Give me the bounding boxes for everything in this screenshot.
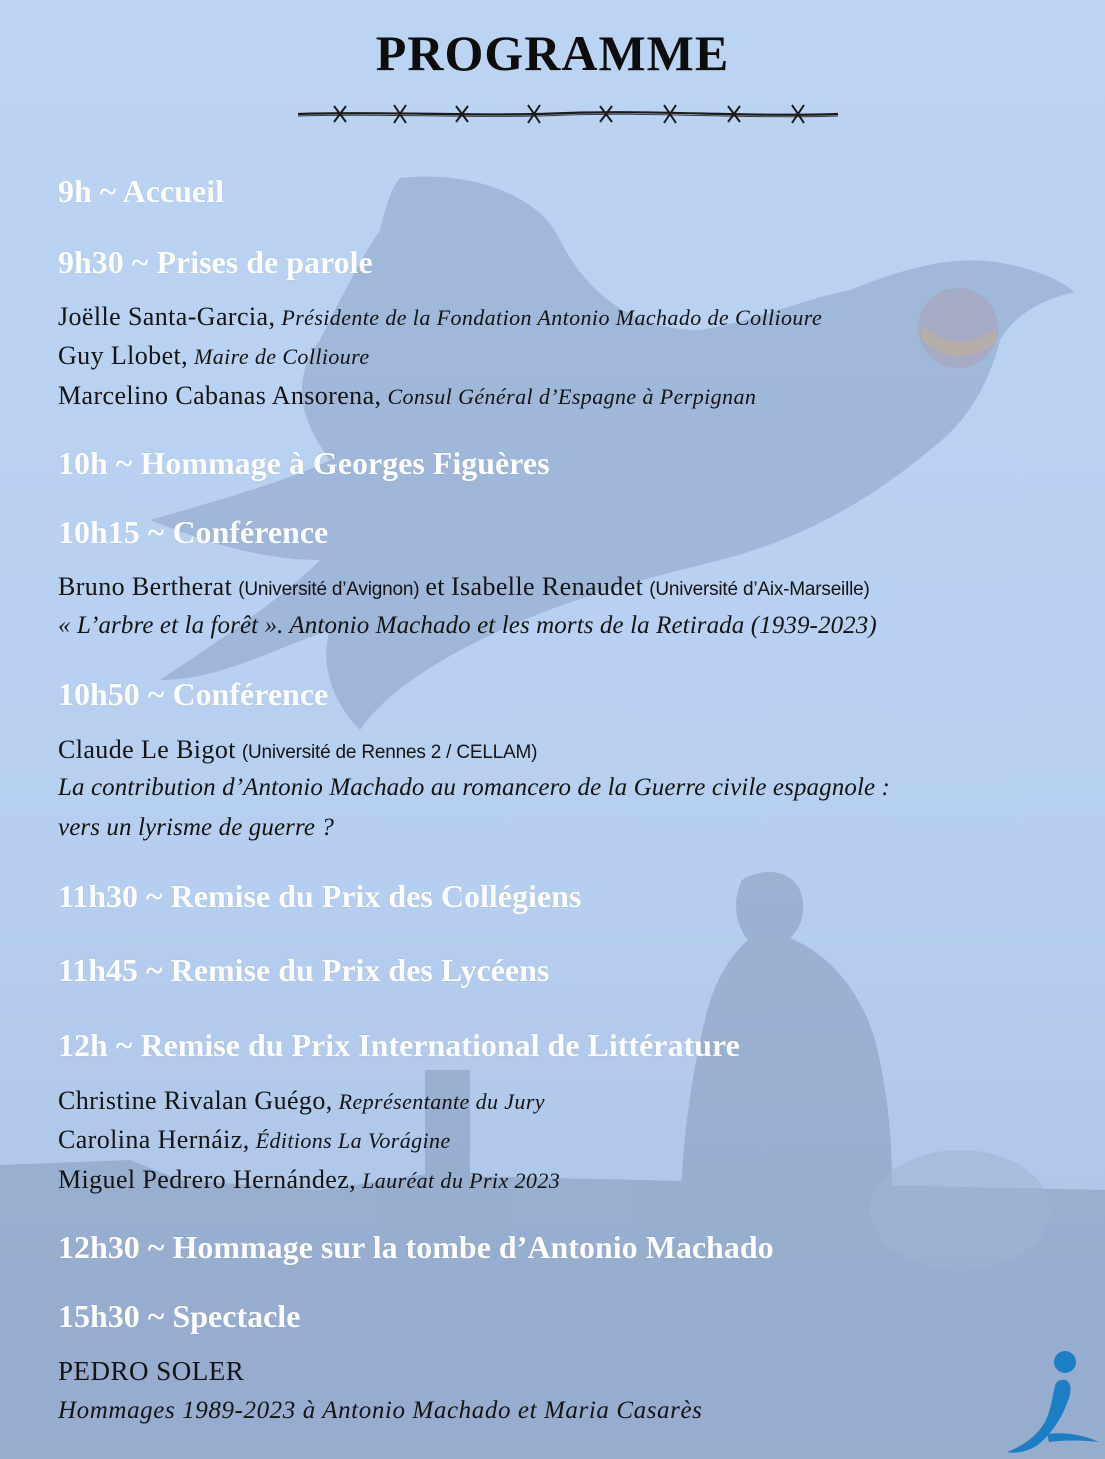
speaker-role: Éditions La Vorágine [255,1128,451,1153]
schedule-heading-spectacle: 15h30 ~ Spectacle [58,1298,301,1334]
speaker-role: Présidente de la Fondation Antonio Machado de Collioure [281,305,823,330]
speaker-line [58,381,756,411]
speaker-name: Carolina Hernáiz, [58,1125,250,1154]
speaker-name: Joëlle Santa-Garcia, [58,302,276,331]
schedule-heading-prises-de-parole: 9h30 ~ Prises de parole [58,244,373,280]
speaker-line [58,302,822,332]
speaker-role: Représentante du Jury [338,1089,545,1114]
schedule-heading-accueil: 9h ~ Accueil [58,173,224,209]
presenter-name: Bruno Bertherat [58,572,233,601]
schedule-heading-hommage-figueres: 10h ~ Hommage à Georges Figuères [58,445,550,481]
talk-title: « L’arbre et la forêt ». Antonio Machado et les morts de la Retirada (1939-2023) [58,612,877,639]
speaker-name: Christine Rivalan Guégo, [58,1086,333,1115]
speaker-role: Consul Général d’Espagne à Perpignan [387,384,757,409]
schedule-heading-prix-collegiens: 11h30 ~ Remise du Prix des Collégiens [58,878,582,914]
speaker-line [58,1165,560,1195]
schedule-heading-prix-lyceens: 11h45 ~ Remise du Prix des Lycéens [58,952,550,988]
presenter-affiliation: (Université d’Avignon) [238,579,420,600]
show-title: Hommages 1989-2023 à Antonio Machado et Maria Casarès [58,1397,703,1424]
speaker-line [58,1125,451,1155]
presenters-line [58,735,537,765]
barbed-wire-icon [296,100,840,128]
stylized-person-icon [1003,1348,1101,1456]
speaker-line [58,341,369,371]
presenter-name: Claude Le Bigot [58,735,236,764]
performer-name: PEDRO SOLER [58,1356,245,1386]
speaker-name: Guy Llobet, [58,341,189,370]
speaker-role: Maire de Collioure [194,344,370,369]
presenter-affiliation: (Université de Rennes 2 / CELLAM) [241,742,538,763]
schedule-heading-conference-1: 10h15 ~ Conférence [58,514,329,550]
speaker-name: Marcelino Cabanas Ansorena, [58,381,382,410]
schedule-heading-hommage-tombe: 12h30 ~ Hommage sur la tombe d’Antonio Machado [58,1229,774,1265]
presenter-affiliation: (Université d’Aix-Marseille) [649,579,870,600]
presenters-line [58,572,870,602]
page-title: PROGRAMME [375,25,730,81]
speaker-name: Miguel Pedrero Hernández, [58,1165,357,1194]
speaker-role: Lauréat du Prix 2023 [362,1168,561,1193]
presenter-joiner: et [425,572,445,601]
presenter-name: Isabelle Renaudet [450,572,644,601]
speaker-line [58,1086,545,1116]
talk-title-line: La contribution d’Antonio Machado au romancero de la Guerre civile espagnole : [58,774,890,801]
talk-title-line: vers un lyrisme de guerre ? [58,814,335,841]
schedule-heading-prix-international: 12h ~ Remise du Prix International de Littérature [58,1027,740,1063]
schedule-heading-conference-2: 10h50 ~ Conférence [58,676,329,712]
